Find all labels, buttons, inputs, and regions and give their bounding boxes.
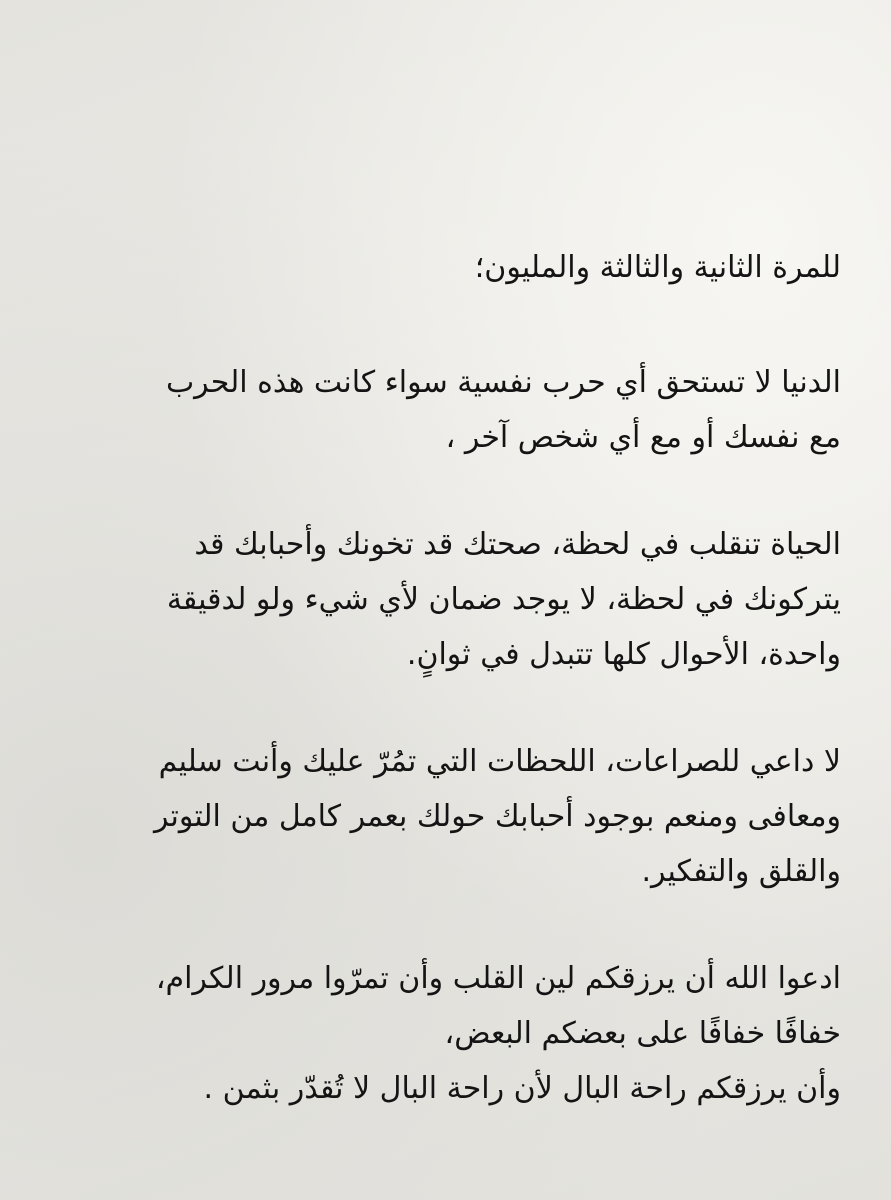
paragraph-line: يتركونك في لحظة، لا يوجد ضمان لأي شيء ولو لدقيقة [166, 582, 841, 617]
paragraph-line: الحياة تنقلب في لحظة، صحتك قد تخونك وأحبابك قد [194, 527, 841, 562]
paragraph-line: مع نفسك أو مع أي شخص آخر ، [445, 420, 841, 455]
paragraph-line: والقلق والتفكير. [641, 854, 841, 889]
paragraph-line: الدنيا لا تستحق أي حرب نفسية سواء كانت هذه الحرب [165, 365, 841, 400]
paragraph-1 [60, 355, 841, 465]
paragraph-line: ادعوا الله أن يرزقكم لين القلب وأن تمرّوا مرور الكرام، [155, 961, 841, 996]
paragraph-line: خفافًا خفافًا على بعضكم البعض، [444, 1016, 841, 1051]
document-text [60, 240, 841, 1116]
paragraph-line: وأن يرزقكم راحة البال لأن راحة البال لا تُقدّر بثمن . [203, 1071, 841, 1106]
paragraph-3 [60, 734, 841, 899]
paragraph-line: واحدة، الأحوال كلها تتبدل في ثوانٍ. [406, 637, 841, 672]
paragraph-4 [60, 951, 841, 1116]
paragraph-line: لا داعي للصراعات، اللحظات التي تمُرّ عليك وأنت سليم [158, 744, 841, 779]
paragraph-2 [60, 517, 841, 682]
heading: للمرة الثانية والثالثة والمليون؛ [474, 250, 841, 285]
paragraph-line: ومعافى ومنعم بوجود أحبابك حولك بعمر كامل من التوتر [153, 799, 841, 834]
